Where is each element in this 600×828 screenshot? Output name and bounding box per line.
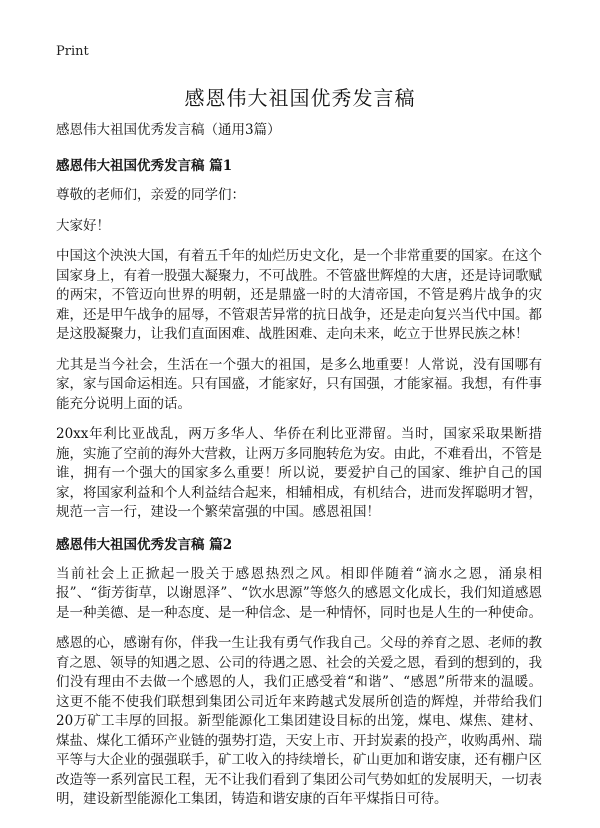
paragraph: 20xx年利比亚战乱，两万多华人、华侨在利比亚滞留。当时，国家采取果断措施，实施了空前的海外大营救，让两万多同胞转危为安。由此，不难看出，不管是谁，拥有一个强大的国家多么重要！所以说，要爱护自己的国家、维护自己的国家，将国家利益和个人利益结合起来，相辅相成，有机结合，进而发挥聪明才智，规范一言一行，建设一个繁荣富强的中国。感恩祖国！ — [56, 426, 542, 520]
paragraph: 当前社会上正掀起一股关于感恩热烈之风。相即伴随着“滴水之恩，涌泉相报”、“街芳街草，以谢恩泽”、“饮水思源”等悠久的感恩文化成长，我们知道感恩是一种美德、是一种态度、是一种信念、是一种情怀，同时也是人生的一种使命。 — [56, 565, 542, 621]
page-title: 感恩伟大祖国优秀发言稿 — [184, 86, 416, 110]
document-body — [56, 120, 542, 821]
paragraph: 尊敬的老师们，亲爱的同学们： — [56, 187, 245, 203]
print-link[interactable]: Print — [56, 44, 89, 59]
paragraph: 感恩的心，感谢有你，伴我一生让我有勇气作我自己。父母的养育之恩、老师的教育之恩、领导的知遇之恩、公司的待遇之恩、社会的关爱之恩，看到的想到的，我们没有理由不去做一个感恩的人，我们正感受着“和谐”、“感恩”所带来的温暖。这更不能不使我们联想到集团公司近年来跨越式发展所创造的辉煌，并带给我们20万矿工丰厚的回报。新型能源化工集团建设目标的出笼，煤电、煤焦、建材、煤盐、煤化工循环产业链的强势打造，天安上市、开封炭素的投产，收购禹州、瑞平等与大企业的强强联手，矿工收入的持续增长，矿山更加和谐安康，还有棚户区改造等一系列富民工程，无不让我们看到了集团公司气势如虹的发展明天，一切表明，建设新型能源化工集团，铸造和谐安康的百年平煤指日可待。 — [56, 635, 542, 807]
section-heading: 感恩伟大祖国优秀发言稿 篇2 — [56, 536, 233, 553]
paragraph: 大家好！ — [56, 217, 110, 234]
document-subtitle: 感恩伟大祖国优秀发言稿（通用3篇） — [56, 122, 281, 138]
paragraph: 尤其是当今社会，生活在一个强大的祖国，是多么地重要！人常说，没有国哪有家，家与国命运相连。只有国盛，才能家好，只有国强，才能家福。我想，有件事能充分说明上面的话。 — [56, 356, 542, 412]
section-2 — [56, 535, 542, 810]
section-1 — [56, 156, 542, 523]
section-heading: 感恩伟大祖国优秀发言稿 篇1 — [56, 158, 233, 174]
paragraph: 中国这个泱泱大国，有着五千年的灿烂历史文化，是一个非常重要的国家。在这个国家身上，有着一股强大凝聚力，不可战胜。不管盛世辉煌的大唐，还是诗词歌赋的两宋，不管迈向世界的明朝，还是鼎盛一时的大清帝国，不管是鸦片战争的灾难，还是甲午战争的屈辱，不管艰苦异常的抗日战争，还是走向复兴当代中国。都是这股凝聚力，让我们直面困难、战胜困难、走向未来，屹立于世界民族之林！ — [56, 248, 542, 342]
